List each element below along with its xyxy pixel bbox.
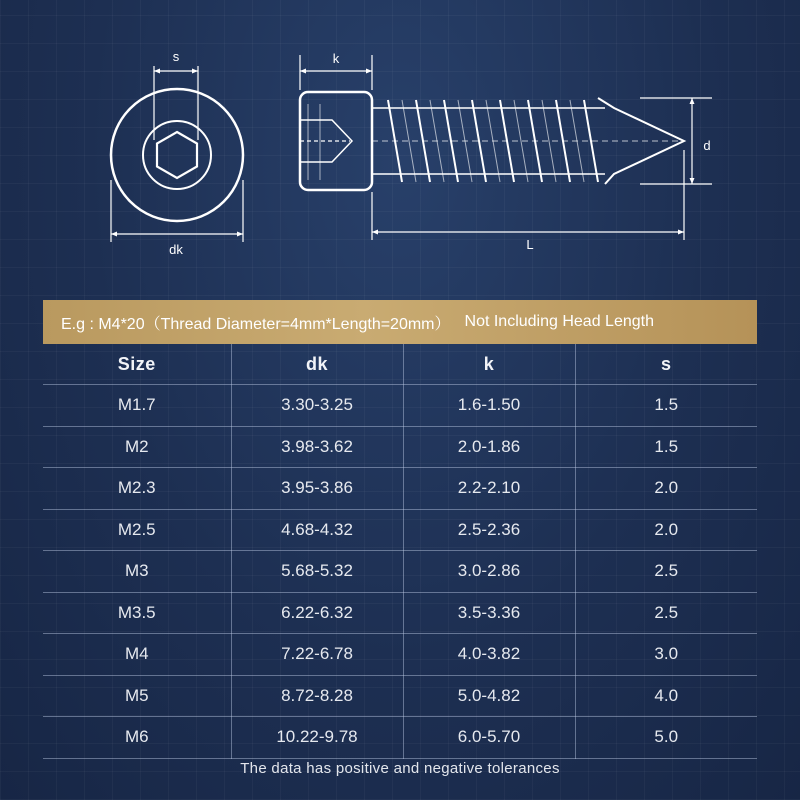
cell-s: 2.0: [575, 468, 757, 510]
table-row: [43, 468, 757, 510]
cell-s: 2.5: [575, 592, 757, 634]
table-row: [43, 551, 757, 593]
head-length-note: Not Including Head Length: [464, 313, 654, 330]
label-k: k: [332, 51, 340, 66]
table-row: [43, 385, 757, 427]
cell-dk: 3.95-3.86: [231, 468, 403, 510]
cell-size: M6: [43, 717, 231, 759]
label-s: s: [172, 49, 180, 64]
screw-dimension-diagram: [0, 0, 800, 300]
cell-s: 2.0: [575, 509, 757, 551]
cell-dk: 6.22-6.32: [231, 592, 403, 634]
cell-s: 4.0: [575, 675, 757, 717]
cell-size: M4: [43, 634, 231, 676]
screw-spec-table: [43, 344, 757, 759]
cell-k: 2.5-2.36: [403, 509, 575, 551]
example-text: E.g : M4*20（Thread Diameter=4mm*Length=20mm）: [61, 315, 451, 333]
cell-k: 4.0-3.82: [403, 634, 575, 676]
cell-k: 1.6-1.50: [403, 385, 575, 427]
dimension-s: [154, 66, 198, 140]
cell-s: 5.0: [575, 717, 757, 759]
header-size: Size: [43, 344, 231, 385]
screw-side-view: [300, 92, 684, 190]
cell-k: 2.0-1.86: [403, 426, 575, 468]
cell-size: M2: [43, 426, 231, 468]
cell-k: 3.0-2.86: [403, 551, 575, 593]
table-row: [43, 717, 757, 759]
cell-k: 6.0-5.70: [403, 717, 575, 759]
cell-k: 2.2-2.10: [403, 468, 575, 510]
cell-size: M3: [43, 551, 231, 593]
header-dk: dk: [231, 344, 403, 385]
tolerance-note: The data has positive and negative tolerances: [240, 760, 560, 777]
cell-s: 2.5: [575, 551, 757, 593]
example-banner: [43, 300, 757, 344]
label-d: d: [703, 138, 711, 153]
table-body: [43, 385, 757, 759]
header-s: s: [575, 344, 757, 385]
table-row: [43, 426, 757, 468]
cell-dk: 3.98-3.62: [231, 426, 403, 468]
cell-dk: 8.72-8.28: [231, 675, 403, 717]
cell-s: 1.5: [575, 426, 757, 468]
cell-size: M5: [43, 675, 231, 717]
cell-k: 5.0-4.82: [403, 675, 575, 717]
cell-dk: 7.22-6.78: [231, 634, 403, 676]
cell-dk: 10.22-9.78: [231, 717, 403, 759]
cell-dk: 4.68-4.32: [231, 509, 403, 551]
cell-dk: 3.30-3.25: [231, 385, 403, 427]
header-k: k: [403, 344, 575, 385]
table-header-row: [43, 344, 757, 385]
label-L: L: [526, 237, 534, 252]
cell-size: M2.3: [43, 468, 231, 510]
table-row: [43, 675, 757, 717]
screw-head-end-view: [111, 89, 243, 221]
cell-size: M2.5: [43, 509, 231, 551]
cell-size: M1.7: [43, 385, 231, 427]
cell-s: 1.5: [575, 385, 757, 427]
table-row: [43, 634, 757, 676]
cell-k: 3.5-3.36: [403, 592, 575, 634]
label-dk: dk: [169, 242, 183, 257]
cell-s: 3.0: [575, 634, 757, 676]
cell-size: M3.5: [43, 592, 231, 634]
cell-dk: 5.68-5.32: [231, 551, 403, 593]
table-row: [43, 592, 757, 634]
table-row: [43, 509, 757, 551]
